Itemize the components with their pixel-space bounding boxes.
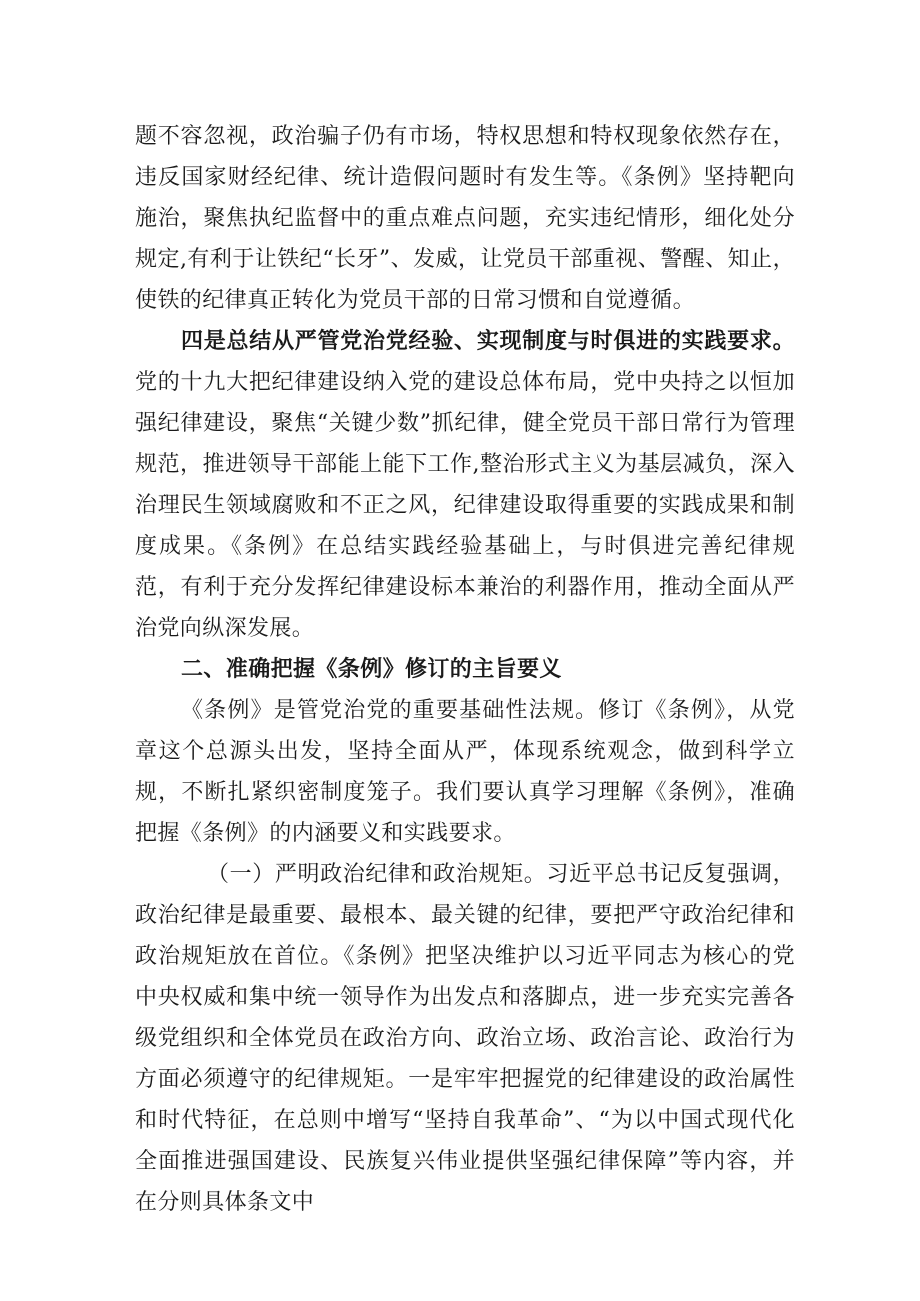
- paragraph-text: 党的十九大把纪律建设纳入党的建设总体布局，党中央持之以恒加强纪律建设，聚焦“关键少数”抓纪律，健全党员干部日常行为管理规范，推进领导干部能上能下工作,整治形式主义为基层减负，深入治理民生领域腐败和不正之风，纪律建设取得重要的实践成果和制度成果。《条例》在总结实践经验基础上，与时俱进完善纪律规范，有利于充分发挥纪律建设标本兼治的利器作用，推动全面从严治党向纵深发展。: [135, 370, 795, 641]
- paragraph-text: 《条例》是管党治党的重要基础性法规。修订《条例》，从党章这个总源头出发，坚持全面从严，体现系统观念，做到科学立规，不断扎紧织密制度笼子。我们要认真学习理解《条例》，准确把握《条例》的内涵要义和实践要求。: [135, 698, 795, 846]
- paragraph-text: （一）严明政治纪律和政治规矩。习近平总书记反复强调，政治纪律是最重要、最根本、最关键的纪律，要把严守政治纪律和政治规矩放在首位。《条例》把坚决维护以习近平同志为核心的党中央权威和集中统一领导作为出发点和落脚点，进一步充实完善各级党组织和全体党员在政治方向、政治立场、政治言论、政治行为方面必须遵守的纪律规矩。一是牢牢把握党的纪律建设的政治属性和时代特征，在总则中增写“坚持自我革命”、“为以中国式现代化全面推进强国建设、民族复兴伟业提供坚强纪律保障”等内容，并在分则具体条文中: [135, 862, 795, 1215]
- paragraph-intro: [135, 690, 795, 854]
- paragraph-lead-sentence: 四是总结从严管党治党经验、实现制度与时俱进的实践要求。: [181, 328, 795, 354]
- paragraph-continued: [135, 116, 795, 321]
- document-body: [135, 116, 795, 1223]
- paragraph-item-one: [135, 854, 795, 1223]
- section-heading: 二、准确把握《条例》修订的主旨要义: [181, 657, 562, 682]
- paragraph-point-four: [135, 321, 795, 649]
- paragraph-text: 题不容忽视，政治骗子仍有市场，特权思想和特权现象依然存在，违反国家财经纪律、统计造假问题时有发生等。《条例》坚持靶向施治，聚焦执纪监督中的重点难点问题，充实违纪情形，细化处分规定,有利于让铁纪“长牙”、发威，让党员干部重视、警醒、知止，使铁的纪律真正转化为党员干部的日常习惯和自觉遵循。: [135, 124, 795, 313]
